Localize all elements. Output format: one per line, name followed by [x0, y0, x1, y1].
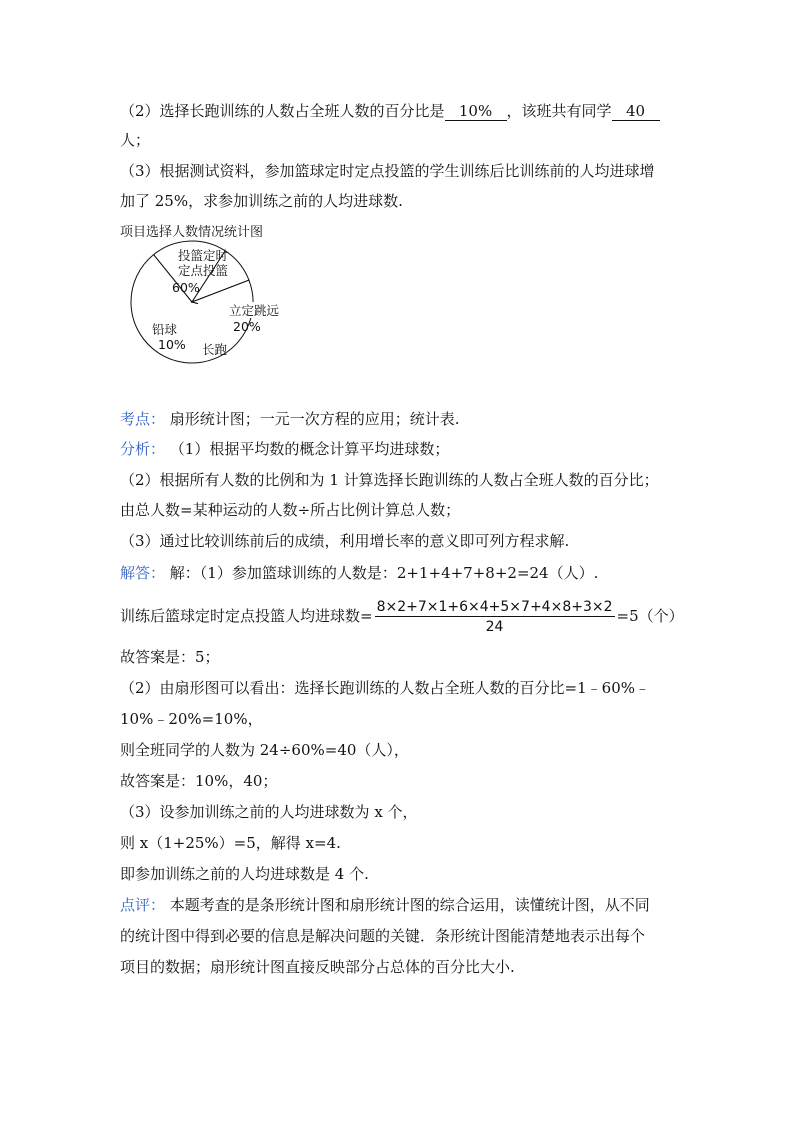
dianping-line-2: 的统计图中得到必要的信息是解决问题的关键．条形统计图能清楚地表示出每个: [120, 927, 646, 945]
question-2-line: [120, 100, 660, 122]
fenxi-text-1: （1）根据平均数的概念计算平均进球数；: [169, 440, 450, 458]
fraction-denominator: 24: [485, 618, 504, 635]
fraction-numerator: 8×2+7×1+6×4+5×7+4×8+3×2: [376, 598, 613, 615]
dianping-line-3: 项目的数据；扇形统计图直接反映部分占总体的百分比大小.: [120, 958, 515, 976]
dianping-text-1: 本题考查的是条形统计图和扇形统计图的综合运用，读懂统计图，从不同: [169, 896, 650, 914]
q3-line-2: 加了 25%，求参加训练之前的人均进球数.: [120, 192, 403, 210]
jieda-line-6: 则全班同学的人数为 24÷60%=40（人），: [120, 741, 409, 759]
pie-label-0-0: 投篮定时: [178, 248, 229, 263]
fenxi-line-3: 由总人数=某种运动的人数÷所占比例计算总人数；: [120, 501, 461, 519]
avg-suffix: =5（个）: [616, 607, 684, 625]
q2-blank-count: 40: [612, 102, 660, 121]
q2-tail: 人；: [120, 131, 151, 149]
jieda-line-3: 故答案是：5；: [120, 648, 220, 666]
jieda-line-7: 故答案是：10%，40；: [120, 772, 278, 790]
fenxi-line-1: [120, 438, 449, 460]
fenxi-line-2: （2）根据所有人数的比例和为 1 计算选择长跑训练的人数占全班人数的百分比；: [120, 471, 659, 489]
jieda-average-line: [120, 596, 684, 637]
pie-label-1-1: 20%: [233, 319, 261, 334]
pie-label-3-0: 铅球: [152, 322, 178, 337]
jieda-line-10: 即参加训练之前的人均进球数是 4 个.: [120, 865, 369, 883]
kaodian-line: [120, 408, 460, 430]
kaodian-text: 扇形统计图；一元一次方程的应用；统计表.: [169, 410, 460, 428]
chart-title: 项目选择人数情况统计图: [120, 225, 264, 240]
pie-label-2-0: 长跑: [202, 342, 228, 357]
q2-prefix: （2）选择长跑训练的人数占全班人数的百分比是: [120, 102, 445, 120]
jieda-line-9: 则 x（1+25%）=5，解得 x=4.: [120, 834, 341, 852]
q3-line-1: （3）根据测试资料，参加篮球定时定点投篮的学生训练后比训练前的人均进球增: [120, 162, 655, 180]
pie-chart: [122, 240, 280, 368]
jieda-line-1: [120, 562, 598, 584]
pie-label-0-2: 60%: [172, 280, 200, 295]
q2-middle: ，该班共有同学: [506, 102, 612, 120]
jieda-line-5: 10%﹣20%=10%，: [120, 710, 263, 728]
jieda-line-8: （3）设参加训练之前的人均进球数为 x 个，: [120, 803, 418, 821]
fenxi-label: 分析：: [120, 440, 166, 458]
pie-label-0-1: 定点投篮: [178, 263, 229, 278]
fenxi-line-4: （3）通过比较训练前后的成绩，利用增长率的意义即可列方程求解.: [120, 532, 570, 550]
average-fraction: [375, 598, 615, 637]
q2-blank-percent: 10%: [445, 102, 507, 121]
kaodian-label: 考点：: [120, 410, 166, 428]
dianping-line-1: [120, 894, 650, 916]
dianping-label: 点评：: [120, 896, 166, 914]
jieda-label: 解答：: [120, 564, 166, 582]
pie-label-1-0: 立定跳远: [229, 303, 280, 318]
jieda-text-1: 解：（1）参加篮球训练的人数是：2+1+4+7+8+2=24（人）.: [169, 564, 599, 582]
pie-label-3-1: 10%: [158, 337, 186, 352]
jieda-line-4: （2）由扇形图可以看出：选择长跑训练的人数占全班人数的百分比=1﹣60%﹣: [120, 679, 650, 697]
avg-prefix: 训练后篮球定时定点投篮人均进球数=: [120, 607, 373, 625]
